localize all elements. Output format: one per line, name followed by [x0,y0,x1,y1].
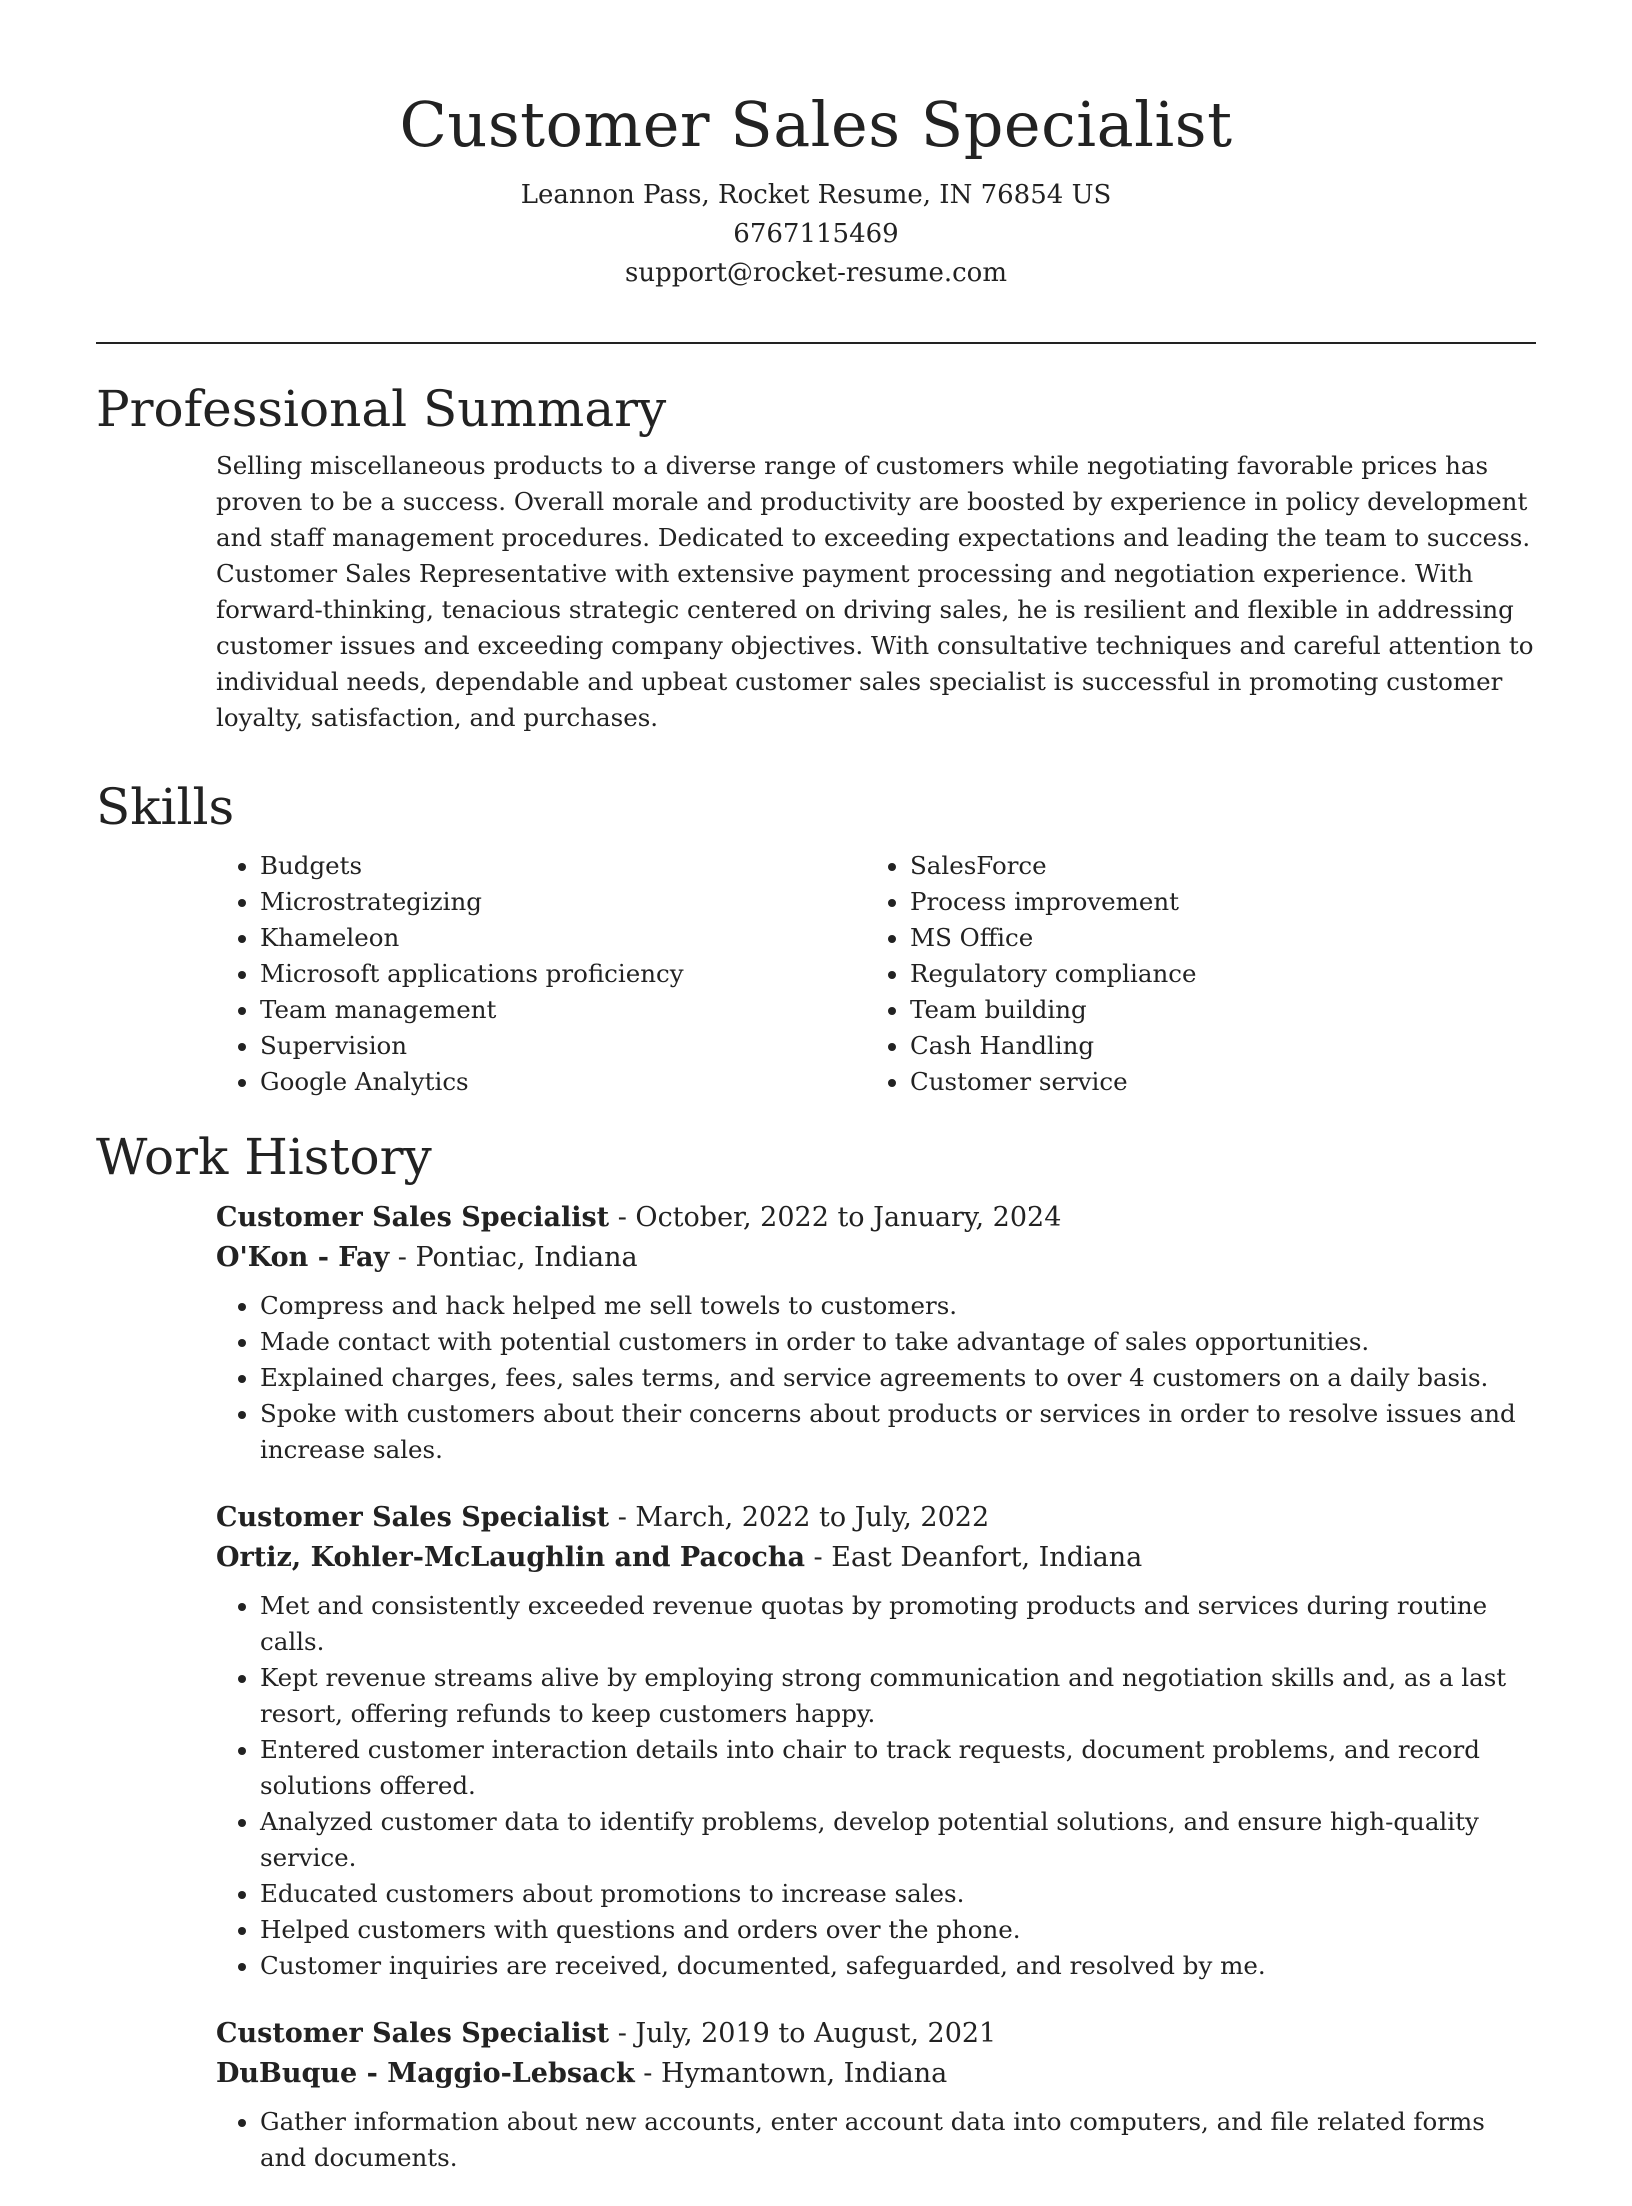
job-bullet: • Educated customers about promotions to increase sales. [260,1876,1536,1912]
job-title: Customer Sales Specialist [216,1502,610,1533]
skill-item: • Microsoft applications proficiency [260,956,866,992]
job-bullet: • Spoke with customers about their concerns about products or services in order to resolve issues and increase sales. [260,1396,1536,1468]
job-location: - Pontiac, Indiana [389,1242,638,1273]
job-company-line [216,1238,1536,1278]
job-bullet: • Kept revenue streams alive by employing strong communication and negotiation skills and, as a last resort, offering refunds to keep customers happy. [260,1660,1536,1732]
job-entry [216,1198,1536,1468]
skill-item: • Khameleon [260,920,866,956]
job-company: Ortiz, Kohler-McLaughlin and Pacocha [216,1542,805,1573]
job-title: Customer Sales Specialist [216,2018,610,2049]
resume-header [0,82,1632,293]
contact-email: support@rocket-resume.com [624,258,1007,288]
job-bullet: • Compress and hack helped me sell towels to customers. [260,1288,1536,1324]
job-bullet: • Met and consistently exceeded revenue quotas by promoting products and services during routine calls. [260,1588,1536,1660]
skill-item: • Budgets [260,848,866,884]
work-history-heading: Work History [96,1128,432,1186]
skill-item: • SalesForce [910,848,1516,884]
job-location: - East Deanfort, Indiana [804,1542,1143,1573]
job-bullet: • Gather information about new accounts, enter account data into computers, and file related forms and documents. [260,2104,1536,2176]
job-bullets [216,2104,1536,2176]
skill-item: • Team management [260,992,866,1028]
contact-phone: 6767115469 [733,219,899,249]
job-entry [216,2014,1536,2176]
job-bullet: • Helped customers with questions and orders over the phone. [260,1912,1536,1948]
job-bullet: • Customer inquiries are received, documented, safeguarded, and resolved by me. [260,1948,1536,1984]
job-dates: - July, 2019 to August, 2021 [609,2018,997,2049]
skills-grid [216,838,1536,1100]
work-history-section [96,1126,1536,2206]
job-entry [216,1498,1536,1984]
job-title-line [216,1498,1536,1538]
summary-body [216,440,1536,736]
job-company: O'Kon - Fay [216,1242,390,1273]
job-bullet: • Made contact with potential customers in order to take advantage of sales opportunities. [260,1324,1536,1360]
contact-block [0,176,1632,293]
skill-item: • Supervision [260,1028,866,1064]
skill-item: • Regulatory compliance [910,956,1516,992]
job-bullet: • Analyzed customer data to identify problems, develop potential solutions, and ensure high-quality service. [260,1804,1536,1876]
skill-item: • MS Office [910,920,1516,956]
job-title-line [216,2014,1536,2054]
job-bullet: • Explained charges, fees, sales terms, and service agreements to over 4 customers on a daily basis. [260,1360,1536,1396]
summary-text: Selling miscellaneous products to a diverse range of customers while negotiating favorable prices has proven to be a success. Overall morale and productivity are boosted by experience in policy development and staff management procedures. Dedicated to exceeding expectations and leading the team to success. Customer Sales Representative with extensive payment processing and negotiation experience. With forward-thinking, tenacious strategic centered on driving sales, he is resilient and flexible in addressing customer issues and exceeding company objectives. With consultative techniques and careful attention to individual needs, dependable and upbeat customer sales specialist is successful in promoting customer loyalty, satisfaction, and purchases. [216,451,1534,732]
skills-column-right [866,848,1516,1100]
contact-address: Leannon Pass, Rocket Resume, IN 76854 US [520,180,1112,210]
skill-item: • Team building [910,992,1516,1028]
skill-item: • Google Analytics [260,1064,866,1100]
job-bullets [216,1588,1536,1984]
job-title-line [216,1198,1536,1238]
skill-item: • Cash Handling [910,1028,1516,1064]
job-title: Customer Sales Specialist [216,1202,610,1233]
skill-item: • Microstrategizing [260,884,866,920]
job-company: DuBuque - Maggio-Lebsack [216,2058,635,2089]
job-dates: - March, 2022 to July, 2022 [609,1502,990,1533]
job-company-line [216,2054,1536,2094]
job-company-line [216,1538,1536,1578]
skills-section [96,776,1536,1100]
skills-column-left [216,848,866,1100]
work-history-body [216,1188,1536,2176]
header-divider [96,342,1536,344]
job-dates: - October, 2022 to January, 2024 [609,1202,1062,1233]
job-bullet: • Entered customer interaction details into chair to track requests, document problems, and record solutions offered. [260,1732,1536,1804]
summary-heading: Professional Summary [96,380,667,438]
skill-item: • Customer service [910,1064,1516,1100]
summary-section [96,378,1536,736]
job-bullets [216,1288,1536,1468]
candidate-name: Customer Sales Specialist [399,88,1233,161]
skill-item: • Process improvement [910,884,1516,920]
skills-heading: Skills [96,778,235,836]
job-location: - Hymantown, Indiana [634,2058,948,2089]
